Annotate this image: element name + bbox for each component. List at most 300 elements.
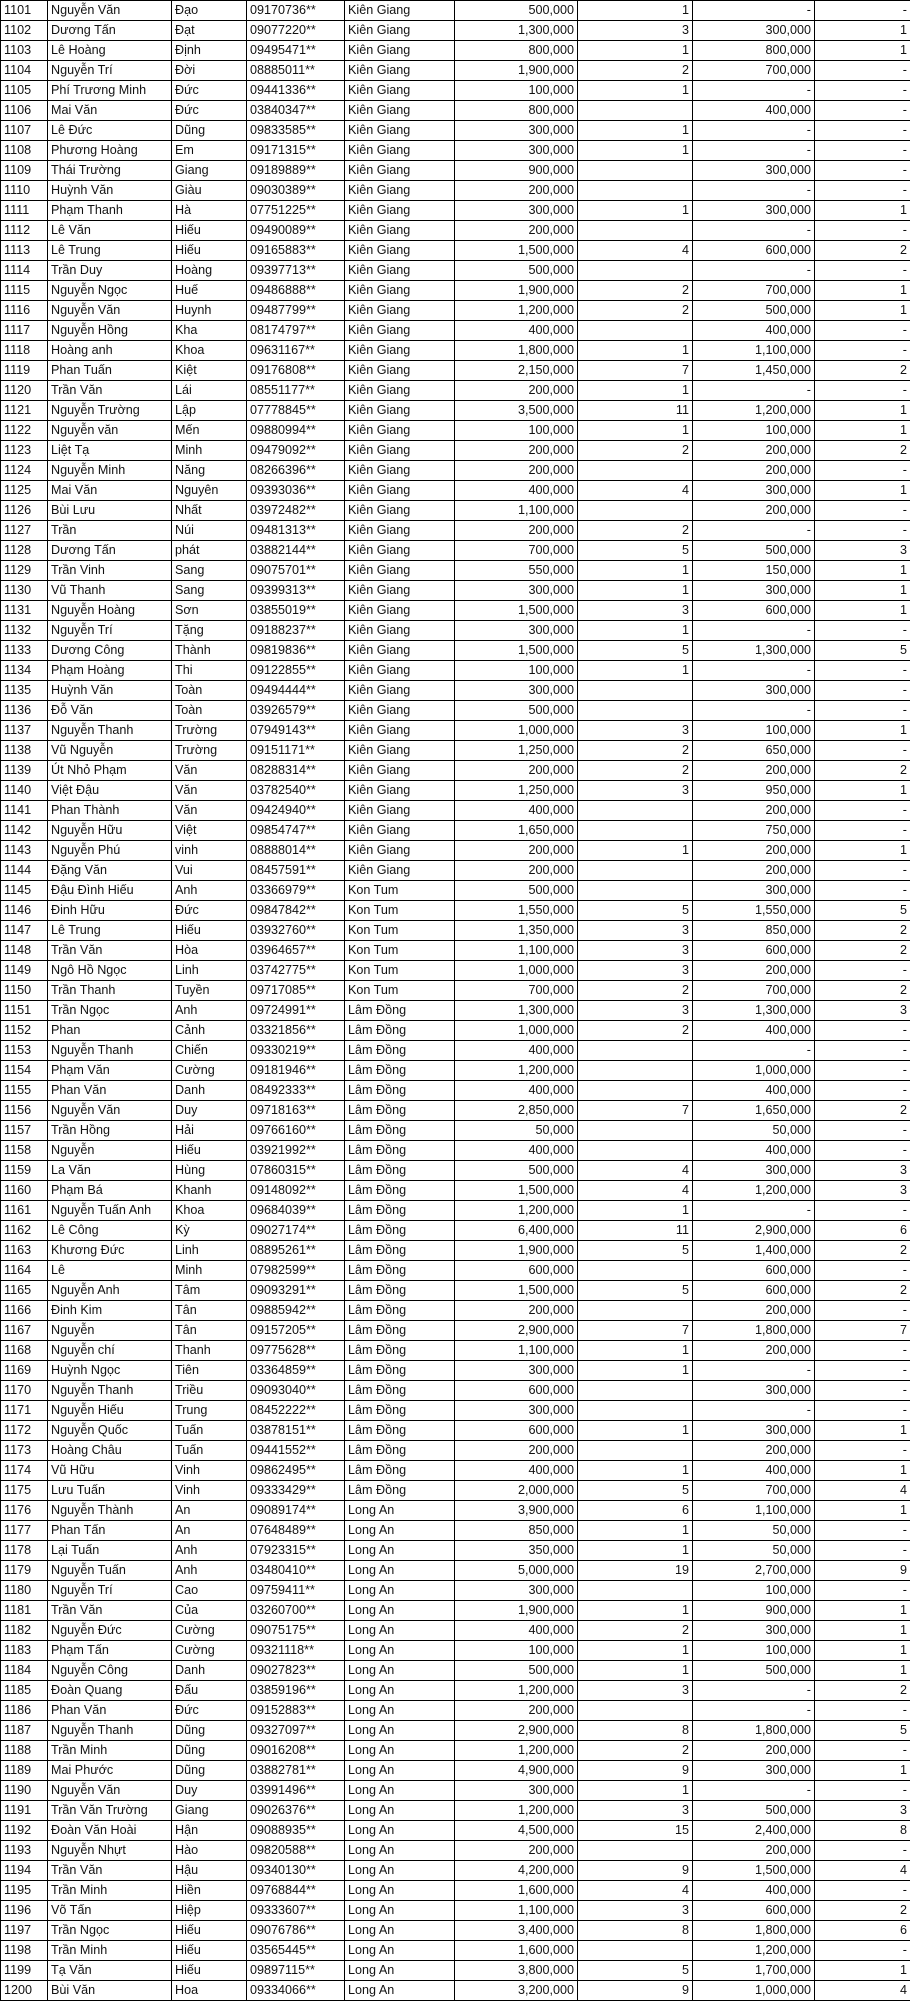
last-name: Lê Trung (48, 241, 172, 261)
table-row (1, 1461, 910, 1481)
row-number: 1190 (1, 1781, 48, 1801)
amount: 300,000 (455, 121, 578, 141)
amount-2: 700,000 (693, 981, 815, 1001)
province: Long An (345, 1761, 455, 1781)
table-row (1, 1981, 910, 2001)
count (578, 1301, 693, 1321)
table-row (1, 1481, 910, 1501)
row-number: 1102 (1, 21, 48, 41)
row-number: 1188 (1, 1741, 48, 1761)
phone: 09847842** (247, 901, 345, 921)
count (578, 1581, 693, 1601)
count-2: 9 (815, 1561, 910, 1581)
last-name: Ngô Hồ Ngọc (48, 961, 172, 981)
amount: 400,000 (455, 481, 578, 501)
amount: 1,900,000 (455, 1601, 578, 1621)
count-2: - (815, 1381, 910, 1401)
amount-2: 300,000 (693, 1621, 815, 1641)
province: Kiên Giang (345, 441, 455, 461)
last-name: Phạm Tấn (48, 1641, 172, 1661)
phone: 03921992** (247, 1141, 345, 1161)
phone: 09176808** (247, 361, 345, 381)
last-name: Lê Công (48, 1221, 172, 1241)
table-row (1, 761, 910, 781)
amount: 100,000 (455, 1641, 578, 1661)
count (578, 261, 693, 281)
phone: 03565445** (247, 1941, 345, 1961)
first-name: Hậu (172, 1861, 247, 1881)
last-name: Nguyễn Trí (48, 621, 172, 641)
province: Long An (345, 1641, 455, 1661)
row-number: 1147 (1, 921, 48, 941)
amount: 400,000 (455, 321, 578, 341)
row-number: 1120 (1, 381, 48, 401)
first-name: Của (172, 1601, 247, 1621)
first-name: Vinh (172, 1481, 247, 1501)
count: 2 (578, 1021, 693, 1041)
amount-2: - (693, 181, 815, 201)
phone: 03855019** (247, 601, 345, 621)
count: 1 (578, 621, 693, 641)
province: Lâm Đồng (345, 1301, 455, 1321)
table-row (1, 1821, 910, 1841)
table-row (1, 661, 910, 681)
table-row (1, 261, 910, 281)
amount-2: 1,200,000 (693, 1181, 815, 1201)
phone: 09441336** (247, 81, 345, 101)
count-2: - (815, 801, 910, 821)
amount-2: - (693, 121, 815, 141)
phone: 03932760** (247, 921, 345, 941)
first-name: Toàn (172, 681, 247, 701)
phone: 09075701** (247, 561, 345, 581)
row-number: 1106 (1, 101, 48, 121)
phone: 09820588** (247, 1841, 345, 1861)
last-name: Trần Văn (48, 381, 172, 401)
province: Kiên Giang (345, 181, 455, 201)
amount-2: - (693, 521, 815, 541)
amount: 700,000 (455, 541, 578, 561)
amount: 400,000 (455, 1621, 578, 1641)
row-number: 1132 (1, 621, 48, 641)
amount: 200,000 (455, 1301, 578, 1321)
table-row (1, 1701, 910, 1721)
amount-2: 600,000 (693, 241, 815, 261)
amount: 1,100,000 (455, 1341, 578, 1361)
province: Lâm Đồng (345, 1261, 455, 1281)
table-row (1, 541, 910, 561)
count-2: - (815, 1441, 910, 1461)
last-name: Võ Tấn (48, 1901, 172, 1921)
amount: 300,000 (455, 1781, 578, 1801)
amount-2: 200,000 (693, 501, 815, 521)
amount-2: 300,000 (693, 481, 815, 501)
phone: 09441552** (247, 1441, 345, 1461)
phone: 09486888** (247, 281, 345, 301)
count: 1 (578, 81, 693, 101)
count-2: 1 (815, 401, 910, 421)
amount-2: 1,800,000 (693, 1721, 815, 1741)
count-2: 2 (815, 1281, 910, 1301)
amount-2: 1,300,000 (693, 1001, 815, 1021)
count-2: - (815, 1301, 910, 1321)
count-2: 2 (815, 1901, 910, 1921)
last-name: Nguyễn (48, 1141, 172, 1161)
province: Kiên Giang (345, 221, 455, 241)
table-row (1, 1741, 910, 1761)
phone: 03366979** (247, 881, 345, 901)
count-2: - (815, 1121, 910, 1141)
count: 3 (578, 1901, 693, 1921)
row-number: 1156 (1, 1101, 48, 1121)
province: Kiên Giang (345, 281, 455, 301)
province: Kiên Giang (345, 121, 455, 141)
last-name: Nguyễn Thanh (48, 721, 172, 741)
amount-2: 600,000 (693, 1281, 815, 1301)
phone: 09165883** (247, 241, 345, 261)
amount: 2,900,000 (455, 1321, 578, 1341)
table-row (1, 1521, 910, 1541)
amount: 500,000 (455, 701, 578, 721)
count-2: - (815, 1361, 910, 1381)
count-2: - (815, 61, 910, 81)
amount-2: 600,000 (693, 1901, 815, 1921)
count: 7 (578, 1101, 693, 1121)
phone: 09399313** (247, 581, 345, 601)
amount-2: - (693, 1681, 815, 1701)
table-row (1, 981, 910, 1001)
province: Kiên Giang (345, 741, 455, 761)
first-name: Dũng (172, 1761, 247, 1781)
count-2: 1 (815, 301, 910, 321)
phone: 03878151** (247, 1421, 345, 1441)
amount-2: 200,000 (693, 1441, 815, 1461)
amount-2: 800,000 (693, 41, 815, 61)
count-2: 1 (815, 281, 910, 301)
table-row (1, 901, 910, 921)
last-name: Phạm Hoàng (48, 661, 172, 681)
row-number: 1125 (1, 481, 48, 501)
province: Kiên Giang (345, 481, 455, 501)
phone: 09075175** (247, 1621, 345, 1641)
count (578, 501, 693, 521)
province: Lâm Đồng (345, 1341, 455, 1361)
count-2: 2 (815, 941, 910, 961)
amount: 4,900,000 (455, 1761, 578, 1781)
province: Kon Tum (345, 921, 455, 941)
first-name: Huế (172, 281, 247, 301)
last-name: Nguyễn Tuấn (48, 1561, 172, 1581)
count: 8 (578, 1921, 693, 1941)
amount: 4,500,000 (455, 1821, 578, 1841)
first-name: Tâm (172, 1281, 247, 1301)
row-number: 1189 (1, 1761, 48, 1781)
count: 5 (578, 1281, 693, 1301)
phone: 03859196** (247, 1681, 345, 1701)
count-2: 6 (815, 1921, 910, 1941)
count-2: 1 (815, 1601, 910, 1621)
table-row (1, 361, 910, 381)
province: Kiên Giang (345, 661, 455, 681)
count: 2 (578, 1741, 693, 1761)
province: Kiên Giang (345, 341, 455, 361)
amount: 4,200,000 (455, 1861, 578, 1881)
amount: 300,000 (455, 581, 578, 601)
amount: 800,000 (455, 101, 578, 121)
first-name: Anh (172, 881, 247, 901)
first-name: Dũng (172, 1741, 247, 1761)
table-row (1, 321, 910, 341)
last-name: Dương Tấn (48, 21, 172, 41)
count-2: 1 (815, 1661, 910, 1681)
amount: 550,000 (455, 561, 578, 581)
phone: 09148092** (247, 1181, 345, 1201)
phone: 09854747** (247, 821, 345, 841)
table-row (1, 1601, 910, 1621)
phone: 09171315** (247, 141, 345, 161)
province: Long An (345, 1621, 455, 1641)
count: 2 (578, 981, 693, 1001)
amount: 400,000 (455, 1141, 578, 1161)
first-name: Hà (172, 201, 247, 221)
province: Lâm Đồng (345, 1081, 455, 1101)
row-number: 1194 (1, 1861, 48, 1881)
count-2: - (815, 1741, 910, 1761)
first-name: Anh (172, 1561, 247, 1581)
phone: 03321856** (247, 1021, 345, 1041)
first-name: Vui (172, 861, 247, 881)
row-number: 1197 (1, 1921, 48, 1941)
amount-2: 400,000 (693, 321, 815, 341)
amount-2: 100,000 (693, 1581, 815, 1601)
row-number: 1182 (1, 1621, 48, 1641)
amount-2: 2,900,000 (693, 1221, 815, 1241)
amount-2: - (693, 81, 815, 101)
row-number: 1122 (1, 421, 48, 441)
count-2: - (815, 1041, 910, 1061)
province: Long An (345, 1901, 455, 1921)
amount: 200,000 (455, 221, 578, 241)
first-name: Đức (172, 81, 247, 101)
amount: 1,100,000 (455, 941, 578, 961)
table-row (1, 141, 910, 161)
phone: 09016208** (247, 1741, 345, 1761)
amount: 200,000 (455, 181, 578, 201)
last-name: Huỳnh Văn (48, 681, 172, 701)
amount: 1,250,000 (455, 741, 578, 761)
first-name: Linh (172, 1241, 247, 1261)
table-row (1, 281, 910, 301)
count-2: - (815, 1021, 910, 1041)
province: Lâm Đồng (345, 1241, 455, 1261)
count-2: - (815, 1341, 910, 1361)
amount: 2,150,000 (455, 361, 578, 381)
phone: 09333607** (247, 1901, 345, 1921)
last-name: Nguyễn Văn (48, 301, 172, 321)
table-row (1, 241, 910, 261)
count: 5 (578, 901, 693, 921)
amount: 100,000 (455, 421, 578, 441)
province: Kiên Giang (345, 501, 455, 521)
last-name: Nguyễn Tuấn Anh (48, 1201, 172, 1221)
row-number: 1129 (1, 561, 48, 581)
last-name: Lê Hoàng (48, 41, 172, 61)
count: 1 (578, 661, 693, 681)
count-2: 2 (815, 1241, 910, 1261)
first-name: Hận (172, 1821, 247, 1841)
province: Kiên Giang (345, 241, 455, 261)
province: Kiên Giang (345, 161, 455, 181)
count: 1 (578, 421, 693, 441)
row-number: 1133 (1, 641, 48, 661)
count (578, 881, 693, 901)
first-name: An (172, 1501, 247, 1521)
amount-2: 1,200,000 (693, 401, 815, 421)
amount-2: 50,000 (693, 1521, 815, 1541)
first-name: Đạo (172, 1, 247, 21)
phone: 09188237** (247, 621, 345, 641)
count-2: 1 (815, 421, 910, 441)
first-name: Cao (172, 1581, 247, 1601)
phone: 08895261** (247, 1241, 345, 1261)
row-number: 1137 (1, 721, 48, 741)
count (578, 1081, 693, 1101)
amount: 3,800,000 (455, 1961, 578, 1981)
first-name: Giàu (172, 181, 247, 201)
amount-2: 300,000 (693, 581, 815, 601)
first-name: Trường (172, 721, 247, 741)
first-name: Nhất (172, 501, 247, 521)
amount-2: 1,100,000 (693, 1501, 815, 1521)
amount-2: 2,400,000 (693, 1821, 815, 1841)
row-number: 1177 (1, 1521, 48, 1541)
amount: 300,000 (455, 1401, 578, 1421)
first-name: Linh (172, 961, 247, 981)
count: 1 (578, 1661, 693, 1681)
row-number: 1143 (1, 841, 48, 861)
last-name: Nguyễn Văn (48, 1781, 172, 1801)
amount-2: 500,000 (693, 301, 815, 321)
phone: 03972482** (247, 501, 345, 521)
row-number: 1179 (1, 1561, 48, 1581)
amount: 5,000,000 (455, 1561, 578, 1581)
amount: 500,000 (455, 261, 578, 281)
phone: 07751225** (247, 201, 345, 221)
table-row (1, 1961, 910, 1981)
amount: 350,000 (455, 1541, 578, 1561)
last-name: Nguyễn Quốc (48, 1421, 172, 1441)
phone: 09170736** (247, 1, 345, 21)
last-name: Nguyễn Công (48, 1661, 172, 1681)
first-name: Mến (172, 421, 247, 441)
amount-2: 1,650,000 (693, 1101, 815, 1121)
amount: 2,000,000 (455, 1481, 578, 1501)
first-name: Danh (172, 1661, 247, 1681)
count: 3 (578, 601, 693, 621)
last-name: Hoàng Châu (48, 1441, 172, 1461)
amount-2: 150,000 (693, 561, 815, 581)
last-name: Phan Văn (48, 1701, 172, 1721)
last-name: Nguyễn Nhựt (48, 1841, 172, 1861)
last-name: Mai Văn (48, 481, 172, 501)
last-name: Đinh Hữu (48, 901, 172, 921)
count: 1 (578, 1361, 693, 1381)
table-row (1, 1301, 910, 1321)
count: 1 (578, 41, 693, 61)
last-name: Nguyễn Hồng (48, 321, 172, 341)
last-name: Trần Văn (48, 941, 172, 961)
first-name: Đấu (172, 1681, 247, 1701)
count-2: 1 (815, 1621, 910, 1641)
phone: 09833585** (247, 121, 345, 141)
last-name: Đinh Kim (48, 1301, 172, 1321)
table-row (1, 1101, 910, 1121)
row-number: 1185 (1, 1681, 48, 1701)
table-row (1, 301, 910, 321)
amount: 200,000 (455, 761, 578, 781)
phone: 09759411** (247, 1581, 345, 1601)
first-name: Minh (172, 1261, 247, 1281)
row-number: 1149 (1, 961, 48, 981)
first-name: Anh (172, 1541, 247, 1561)
row-number: 1105 (1, 81, 48, 101)
amount: 100,000 (455, 661, 578, 681)
province: Lâm Đồng (345, 1401, 455, 1421)
amount: 300,000 (455, 681, 578, 701)
count-2: 3 (815, 541, 910, 561)
amount: 1,200,000 (455, 1061, 578, 1081)
count: 5 (578, 1241, 693, 1261)
count: 11 (578, 1221, 693, 1241)
phone: 09775628** (247, 1341, 345, 1361)
amount: 500,000 (455, 1, 578, 21)
row-number: 1116 (1, 301, 48, 321)
amount-2: - (693, 1781, 815, 1801)
province: Long An (345, 1881, 455, 1901)
amount-2: 200,000 (693, 841, 815, 861)
first-name: Giang (172, 1801, 247, 1821)
last-name: Việt Đậu (48, 781, 172, 801)
province: Long An (345, 1981, 455, 2001)
amount-2: 300,000 (693, 1161, 815, 1181)
count: 1 (578, 581, 693, 601)
phone: 09495471** (247, 41, 345, 61)
province: Lâm Đồng (345, 1221, 455, 1241)
phone: 07982599** (247, 1261, 345, 1281)
table-row (1, 1661, 910, 1681)
count-2: - (815, 741, 910, 761)
province: Lâm Đồng (345, 1021, 455, 1041)
table-row (1, 1681, 910, 1701)
amount-2: 600,000 (693, 601, 815, 621)
count-2: 1 (815, 201, 910, 221)
row-number: 1152 (1, 1021, 48, 1041)
province: Lâm Đồng (345, 1461, 455, 1481)
amount-2: - (693, 1701, 815, 1721)
first-name: Thi (172, 661, 247, 681)
last-name: Nguyễn Hoàng (48, 601, 172, 621)
row-number: 1168 (1, 1341, 48, 1361)
table-row (1, 1621, 910, 1641)
count-2: 1 (815, 1641, 910, 1661)
count-2: - (815, 521, 910, 541)
count-2: 3 (815, 1161, 910, 1181)
count-2: - (815, 461, 910, 481)
first-name: Vinh (172, 1461, 247, 1481)
first-name: Hùng (172, 1161, 247, 1181)
row-number: 1126 (1, 501, 48, 521)
first-name: Tặng (172, 621, 247, 641)
